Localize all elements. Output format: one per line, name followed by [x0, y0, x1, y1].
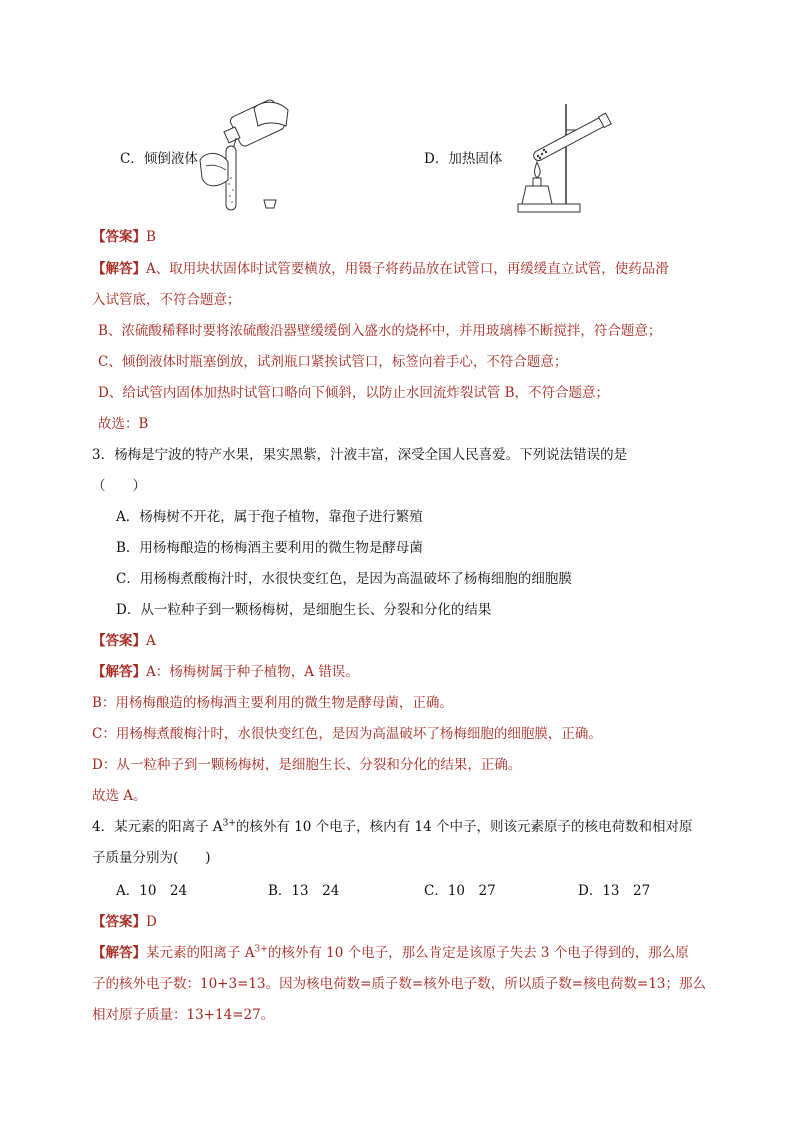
option-c: C．倾倒液体 [120, 151, 198, 167]
answer-label: 【答案】 [92, 633, 146, 649]
analysis-text: 某元素的阳离子 A [146, 945, 255, 961]
answer-value: B [146, 229, 156, 245]
q4-analysis-line-2: 子的核外电子数：10+3=13。因为核电荷数=质子数=核外电子数，所以质子数=核电荷数=13；那么 [92, 976, 706, 992]
q3-option-a: A．杨梅树不开花，属于孢子植物，靠孢子进行繁殖 [116, 509, 423, 525]
q3-option-b: B．用杨梅酿造的杨梅酒主要利用的微生物是酵母菌 [116, 540, 423, 556]
q4-option-d: D．13 27 [578, 883, 651, 899]
q2-analysis-line-5: D、给试管内固体加热时试管口略向下倾斜，以防止水回流炸裂试管 B，不符合题意； [98, 385, 610, 401]
answer-label: 【答案】 [92, 229, 146, 245]
answer-value: A [146, 633, 156, 649]
q3-analysis-line-3: C：用杨梅煮酸梅汁时，水很快变红色，是因为高温破坏了杨梅细胞的细胞膜，正确。 [92, 726, 602, 742]
charge-superscript: 3+ [222, 818, 236, 829]
q4-option-c: C．10 27 [424, 883, 496, 899]
analysis-label: 【解答】 [92, 261, 146, 277]
q3-blank: （ ） [92, 478, 146, 494]
option-d: D．加热固体 [424, 151, 503, 167]
answer-label: 【答案】 [92, 914, 146, 930]
pouring-liquid-figure [196, 96, 296, 216]
q4-option-b: B．13 24 [268, 883, 340, 899]
q2-analysis-line-1 [92, 260, 669, 278]
q3-analysis-line-1 [92, 663, 359, 681]
analysis-text: 的核外有 10 个电子，那么肯定是该原子失去 3 个电子得到的，那么原 [267, 945, 689, 961]
heating-solid-figure [510, 100, 620, 215]
analysis-text: A：杨梅树属于种子植物，A 错误。 [146, 664, 359, 680]
q4-stem-line-2: 子质量分别为( ) [92, 850, 211, 866]
q4-option-a: A．10 24 [116, 883, 188, 899]
charge-superscript: 3+ [254, 944, 268, 955]
q3-analysis-line-4: D：从一粒种子到一颗杨梅树，是细胞生长、分裂和分化的结果，正确。 [92, 757, 522, 773]
analysis-label: 【解答】 [92, 664, 146, 680]
q2-analysis-line-6: 故选：B [98, 416, 149, 432]
q4-stem-text: 4．某元素的阳离子 A [92, 819, 223, 835]
q2-analysis-line-2: 入试管底，不符合题意； [92, 292, 241, 308]
q4-analysis-line-3: 相对原子质量：13+14=27。 [92, 1007, 275, 1023]
q3-answer [92, 632, 156, 650]
q2-analysis-line-3: B、浓硫酸稀释时要将浓硫酸沿器壁缓缓倒入盛水的烧杯中，并用玻璃棒不断搅拌，符合题意； [98, 323, 662, 339]
q4-stem-line-1 [92, 818, 692, 836]
q3-stem: 3．杨梅是宁波的特产水果，果实黑紫，汁液丰富，深受全国人民喜爱。下列说法错误的是 [92, 447, 628, 463]
q4-analysis-line-1 [92, 944, 689, 962]
analysis-text: A、取用块状固体时试管要横放，用镊子将药品放在试管口，再缓缓直立试管，使药品滑 [146, 261, 669, 277]
q3-option-d: D．从一粒种子到一颗杨梅树，是细胞生长、分裂和分化的结果 [116, 602, 492, 618]
q2-answer [92, 228, 156, 246]
q3-option-c: C．用杨梅煮酸梅汁时，水很快变红色，是因为高温破坏了杨梅细胞的细胞膜 [116, 571, 572, 587]
analysis-label: 【解答】 [92, 945, 146, 961]
q4-stem-text: 的核外有 10 个电子，核内有 14 个中子，则该元素原子的核电荷数和相对原 [235, 819, 693, 835]
q2-analysis-line-4: C、倾倒液体时瓶塞倒放，试剂瓶口紧挨试管口，标签向着手心，不符合题意； [98, 354, 568, 370]
q4-answer [92, 913, 157, 931]
q3-analysis-line-2: B：用杨梅酿造的杨梅酒主要利用的微生物是酵母菌，正确。 [92, 695, 453, 711]
answer-value: D [146, 914, 157, 930]
q3-analysis-line-5: 故选 A。 [92, 788, 147, 804]
